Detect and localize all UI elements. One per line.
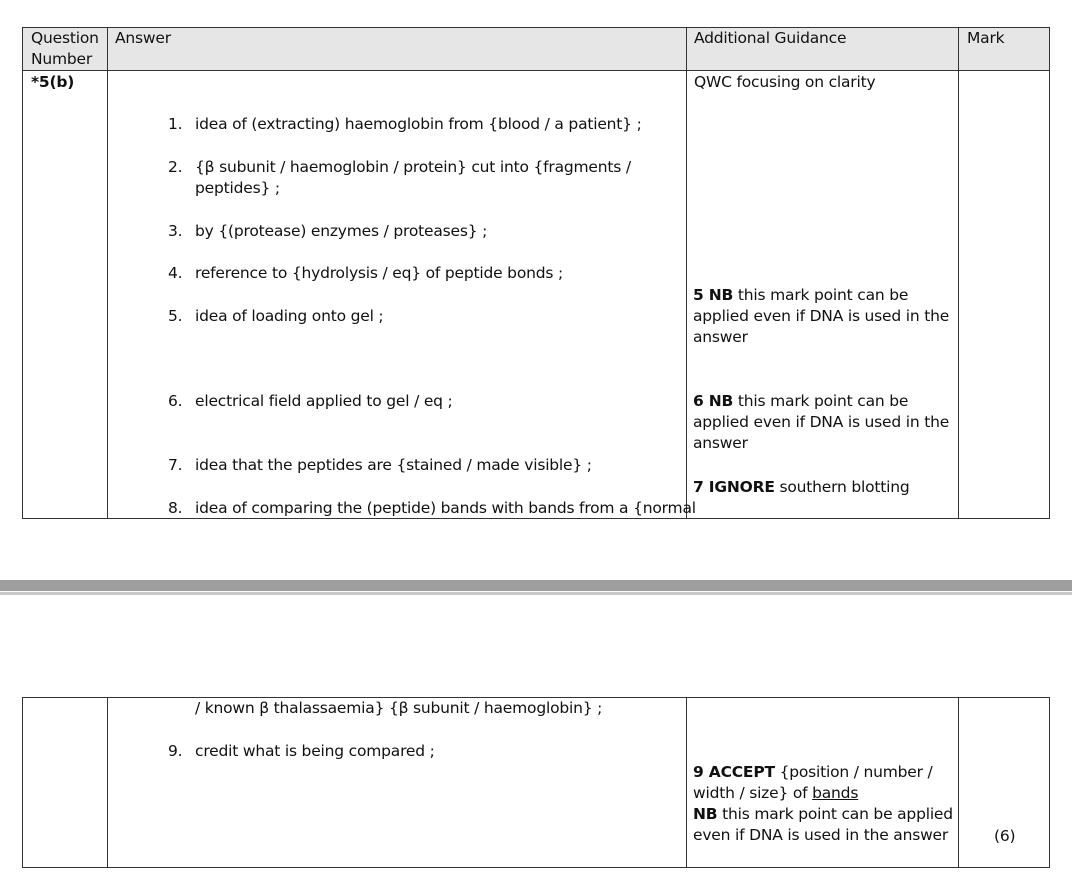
separator-underline [0, 592, 1072, 595]
col-divider [107, 697, 108, 868]
guidance-text: answer [693, 434, 748, 452]
guidance-label: NB [693, 805, 718, 823]
col-divider [107, 27, 108, 519]
header-additional-guidance: Additional Guidance [694, 29, 847, 47]
guidance-text: answer [693, 328, 748, 346]
guidance-text: southern blotting [779, 478, 910, 496]
answer-item [168, 498, 696, 519]
header-mark: Mark [967, 29, 1005, 47]
guidance-label: 9 ACCEPT [693, 763, 775, 781]
answer-item-text: credit what is being compared ; [195, 742, 435, 760]
guidance-label: 7 IGNORE [693, 478, 775, 496]
answer-item [168, 157, 631, 197]
answer-item-number: 6. [168, 392, 183, 410]
answer-item [168, 221, 488, 242]
answer-item-text: electrical field applied to gel / eq ; [195, 392, 453, 410]
col-divider [1049, 27, 1050, 519]
guidance-text: applied even if DNA is used in the [693, 307, 950, 325]
total-mark: (6) [994, 827, 1016, 845]
answer-item-continuation: / known β thalassaemia} {β subunit / haemoglobin} ; [195, 699, 603, 717]
col-divider [958, 27, 959, 519]
table-top-border [22, 27, 1050, 28]
col-divider [686, 697, 687, 868]
table-header-row [22, 27, 1050, 70]
col-divider [22, 27, 23, 519]
separator-bar [0, 580, 1072, 591]
guidance-text: applied even if DNA is used in the [693, 413, 950, 431]
guidance-text: this mark point can be applied [722, 805, 953, 823]
guidance-label: 6 NB [693, 392, 734, 410]
header-bottom-border [22, 70, 1050, 71]
col-divider [686, 27, 687, 519]
answer-item-number: 7. [168, 456, 183, 474]
answer-item-text: reference to {hydrolysis / eq} of peptide bonds ; [195, 264, 563, 282]
guidance-label: 5 NB [693, 286, 734, 304]
table-bottom-border [22, 867, 1050, 868]
answer-item-number: 3. [168, 222, 183, 240]
answer-item-number: 4. [168, 264, 183, 282]
guidance-note-5 [693, 285, 955, 348]
answer-item-text: idea of loading onto gel ; [195, 307, 384, 325]
header-answer: Answer [115, 29, 171, 47]
guidance-note-9 [693, 762, 955, 846]
answer-item-number: 9. [168, 742, 183, 760]
guidance-note-6 [693, 391, 955, 454]
guidance-text: width / size} of [693, 784, 808, 802]
guidance-text: this mark point can be [737, 392, 909, 410]
answer-item-text: {β subunit / haemoglobin / protein} cut into {fragments / [195, 158, 631, 176]
answer-item [168, 263, 563, 284]
header-question-line1: Question [31, 29, 99, 47]
answer-item [168, 391, 453, 412]
answer-item-text: idea that the peptides are {stained / made visible} ; [195, 456, 592, 474]
header-question-line2: Number [31, 50, 93, 68]
answer-item-text: idea of comparing the (peptide) bands with bands from a {normal [195, 499, 696, 517]
guidance-underlined-text: bands [812, 784, 859, 802]
guidance-text: this mark point can be [737, 286, 909, 304]
guidance-note-7 [693, 477, 955, 498]
page-separator [0, 580, 1072, 595]
answer-item-number: 1. [168, 115, 183, 133]
answer-item [168, 455, 592, 476]
answer-item-number: 5. [168, 307, 183, 325]
guidance-text: even if DNA is used in the answer [693, 826, 949, 844]
answer-item [168, 741, 435, 762]
answer-item [168, 114, 642, 135]
answer-item-text: by {(protease) enzymes / proteases} ; [195, 222, 488, 240]
answer-item-number: 8. [168, 499, 183, 517]
qwc-note: QWC focusing on clarity [694, 73, 876, 91]
question-number: *5(b) [31, 73, 75, 91]
answer-item [168, 306, 384, 327]
col-divider [958, 697, 959, 868]
answer-item-text: idea of (extracting) haemoglobin from {blood / a patient} ; [195, 115, 642, 133]
col-divider [22, 697, 23, 868]
col-divider [1049, 697, 1050, 868]
answer-item-text-cont: peptides} ; [195, 179, 280, 197]
guidance-text: {position / number / [779, 763, 933, 781]
answer-item-number: 2. [168, 158, 183, 176]
header-question-number [31, 28, 99, 70]
